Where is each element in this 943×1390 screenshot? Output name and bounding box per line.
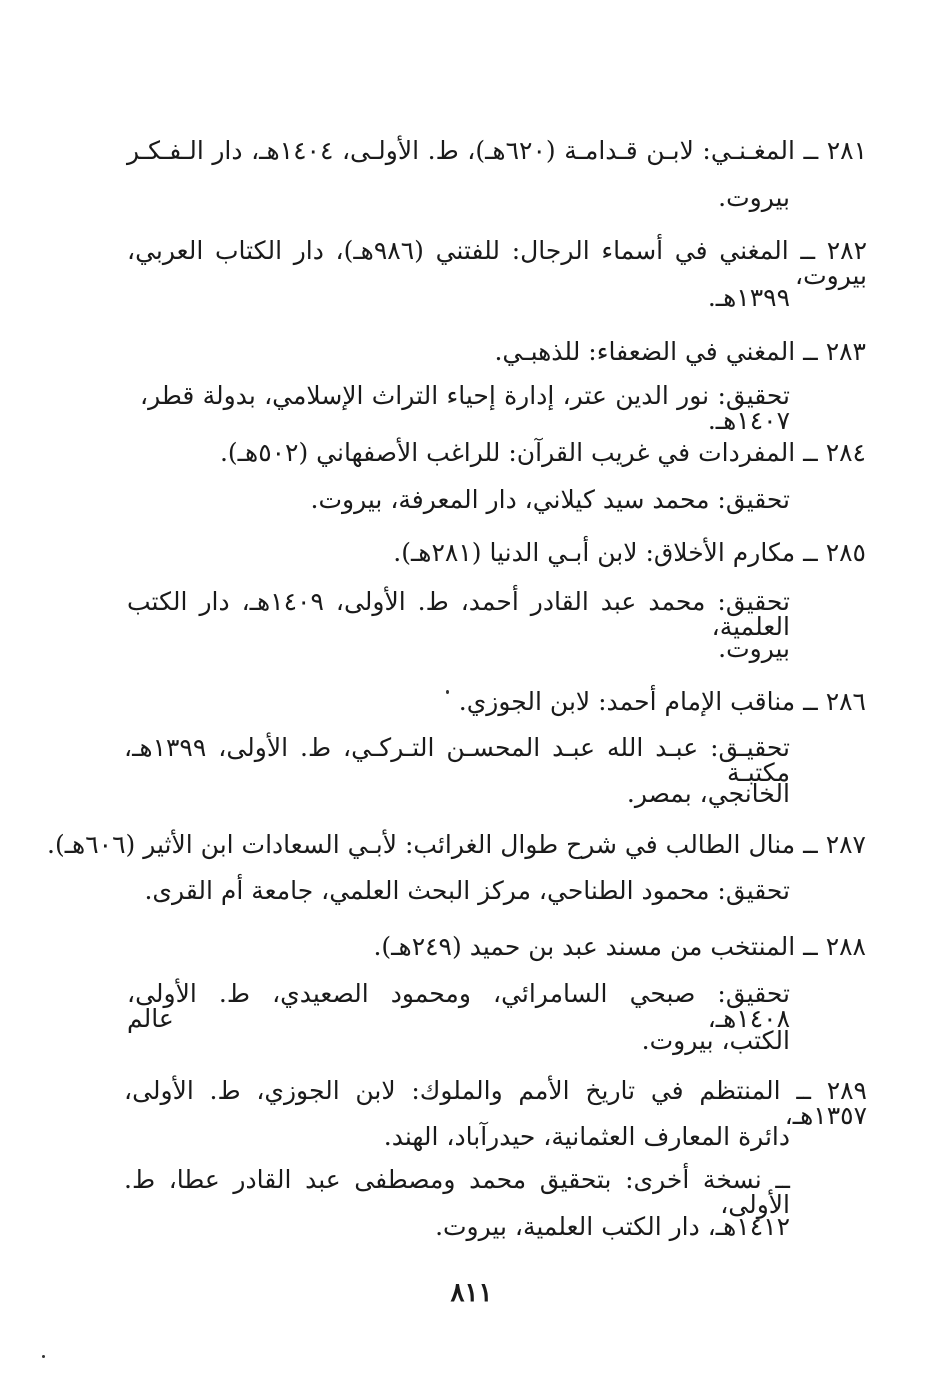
entry-286-line-3: الخانجي، بمصر. bbox=[626, 779, 790, 808]
scan-speck bbox=[42, 1355, 45, 1358]
entry-285-line-3: بيروت. bbox=[718, 634, 790, 663]
scan-speck bbox=[446, 690, 449, 694]
entry-286-line-2: تحقيـق: عبـد الله عبـد المحسـن التـركـي، ط. الأولى، ١٣٩٩هـ، مكتبـة bbox=[124, 733, 790, 787]
entry-281-line-1: ٢٨١ ــ المغـنـي: لابـن قـدامـة (٦٢٠هـ)، ط. الأولـى، ١٤٠٤هـ، دار الـفـكـر bbox=[127, 136, 868, 165]
entry-288-line-1: ٢٨٨ ــ المنتخب من مسند عبد بن حميد (٢٤٩هـ). bbox=[373, 932, 866, 961]
entry-283-line-1: ٢٨٣ ــ المغني في الضعفاء: للذهبـي. bbox=[494, 337, 866, 366]
entry-282-line-2: ١٣٩٩هـ. bbox=[707, 283, 790, 312]
entry-287-line-1: ٢٨٧ ــ منال الطالب في شرح طوال الغرائب: لأبـي السعادات ابن الأثير (٦٠٦هـ). bbox=[47, 830, 866, 859]
entry-284-line-2: تحقيق: محمد سيد كيلاني، دار المعرفة، بيروت. bbox=[310, 485, 790, 514]
entry-283-line-2: تحقيق: نور الدين عتر، إدارة إحياء التراث الإسلامي، بدولة قطر، ١٤٠٧هـ. bbox=[140, 381, 790, 435]
entry-288-line-2: تحقيق: صبحي السامرائي، ومحمود الصعيدي، ط. الأولى، ١٤٠٨هـ، عالم bbox=[127, 979, 790, 1033]
entry-288-line-3: الكتب، بيروت. bbox=[641, 1026, 790, 1055]
entry-285-line-1: ٢٨٥ ــ مكارم الأخلاق: لابن أبـي الدنيا (٢٨١هـ). bbox=[393, 538, 866, 567]
entry-281-line-2: بيروت. bbox=[718, 183, 790, 212]
page-number: ٨١١ bbox=[450, 1278, 493, 1308]
entry-285-line-2: تحقيق: محمد عبد القادر أحمد، ط. الأولى، ١٤٠٩هـ، دار الكتب العلمية، bbox=[127, 587, 790, 641]
entry-289-line-3: ــ نسخة أخرى: بتحقيق محمد ومصطفى عبد القادر عطا، ط. الأولى، bbox=[124, 1165, 790, 1219]
entry-289-line-1: ٢٨٩ ــ المنتظم في تاريخ الأمم والملوك: لابن الجوزي، ط. الأولى، ١٣٥٧هـ، bbox=[124, 1076, 867, 1130]
entry-289-line-2: دائرة المعارف العثمانية، حيدرآباد، الهند. bbox=[383, 1122, 790, 1151]
entry-282-line-1: ٢٨٢ ــ المغني في أسماء الرجال: للفتني (٩٨٦هـ)، دار الكتاب العربي، بيروت، bbox=[127, 236, 868, 290]
entry-287-line-2: تحقيق: محمود الطناحي، مركز البحث العلمي، جامعة أم القرى. bbox=[144, 876, 790, 905]
entry-284-line-1: ٢٨٤ ــ المفردات في غريب القرآن: للراغب الأصفهاني (٥٠٢هـ). bbox=[219, 438, 866, 467]
entry-286-line-1: ٢٨٦ ــ مناقب الإمام أحمد: لابن الجوزي. bbox=[458, 687, 866, 716]
entry-289-line-4: ١٤١٢هـ، دار الكتب العلمية، بيروت. bbox=[435, 1212, 790, 1241]
